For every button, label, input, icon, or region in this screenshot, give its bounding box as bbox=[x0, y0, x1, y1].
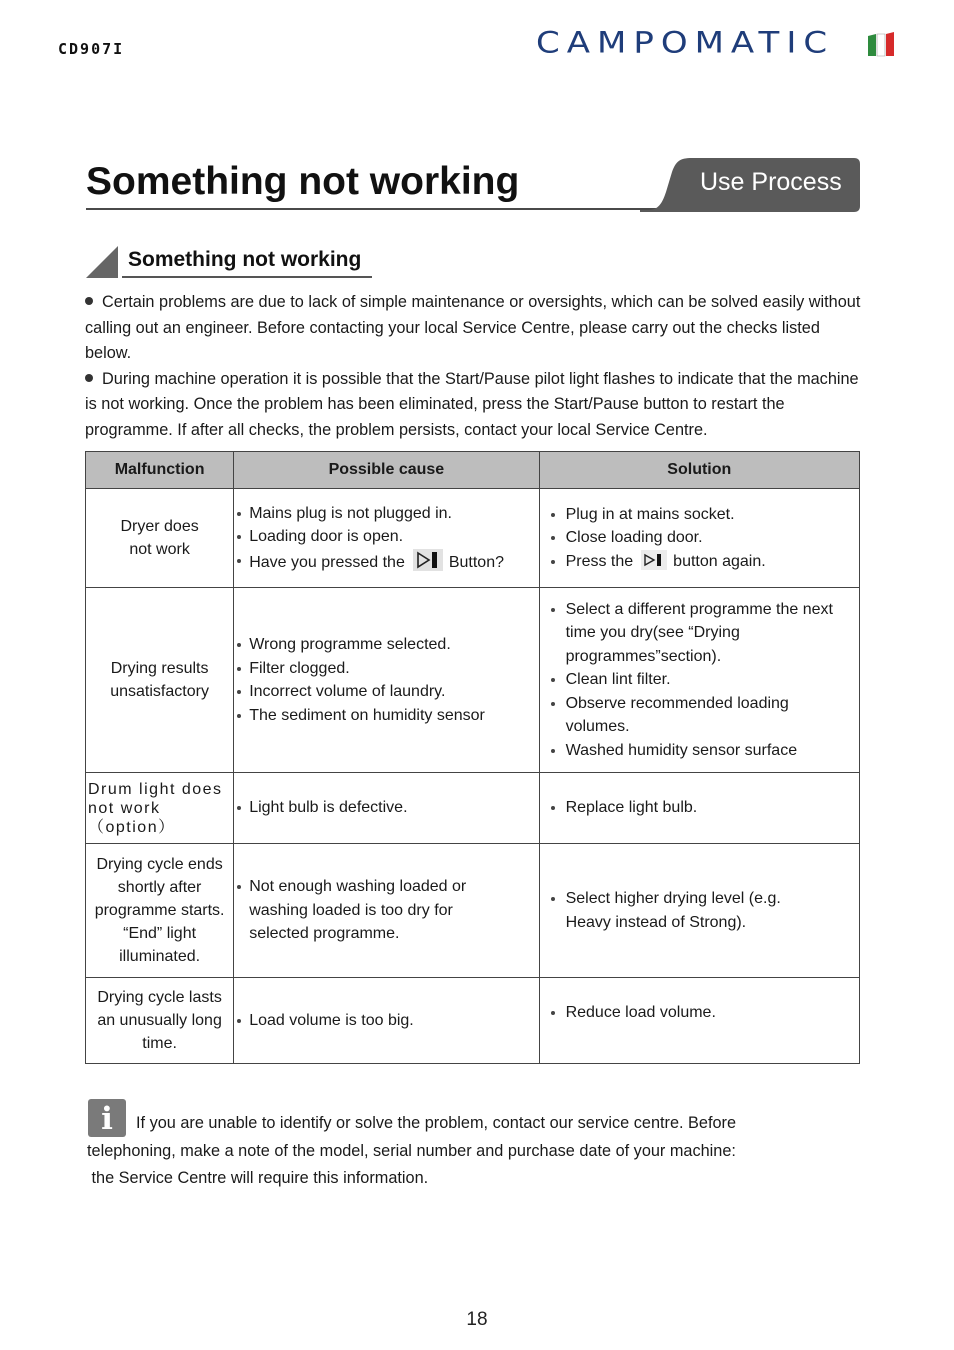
cause-cell bbox=[234, 978, 539, 1064]
table-row bbox=[86, 773, 860, 844]
section-marker-icon bbox=[86, 246, 118, 278]
malfunction-cell: Drying results unsatisfactory bbox=[86, 588, 234, 773]
list-item: Filter clogged. bbox=[235, 657, 538, 681]
service-note: If you are unable to identify or solve the problem, contact our service centre. Before telephoning, make a note of the model, serial number and purchase date of your machine: the Service Centre will require this information. bbox=[87, 1114, 737, 1187]
header-malfunction: Malfunction bbox=[86, 452, 234, 489]
bullet-icon bbox=[85, 374, 93, 382]
list-item: Close loading door. bbox=[540, 526, 859, 550]
solution-cell bbox=[539, 489, 859, 588]
list-item: Observe recommended loading volumes. bbox=[540, 692, 839, 739]
list-item: Loading door is open. bbox=[235, 525, 538, 549]
page-title: Something not working bbox=[86, 160, 520, 203]
info-icon: i bbox=[88, 1099, 126, 1137]
title-divider bbox=[86, 208, 666, 210]
cause-cell bbox=[234, 844, 539, 978]
intro-text bbox=[85, 290, 865, 443]
section-tab-label: Use Process bbox=[700, 168, 842, 196]
cause-cell bbox=[234, 773, 539, 844]
brand-logo: CAMPOMATIC bbox=[536, 26, 835, 60]
model-label: CD907I bbox=[58, 40, 125, 58]
section-subtitle: Something not working bbox=[128, 248, 362, 271]
list-item: Press the button again. bbox=[540, 550, 859, 574]
list-item: Plug in at mains socket. bbox=[540, 503, 859, 527]
page-number: 18 bbox=[466, 1309, 488, 1330]
intro-paragraph: During machine operation it is possible that the Start/Pause pilot light flashes to indicate that the machine is not working. Once the problem has been eliminated, press the Start/Pause button to restart the programme. If after all checks, the problem persists, contact your local Service Centre. bbox=[85, 369, 859, 439]
solution-cell bbox=[539, 844, 859, 978]
list-item: Have you pressed the Button? bbox=[235, 549, 538, 575]
solution-cell bbox=[539, 588, 859, 773]
list-item: Replace light bulb. bbox=[540, 796, 859, 820]
list-item: Select higher drying level (e.g. Heavy instead of Strong). bbox=[540, 887, 819, 934]
list-item: Reduce load volume. bbox=[540, 1001, 859, 1025]
list-item: Not enough washing loaded or washing loaded is too dry for selected programme. bbox=[235, 875, 498, 946]
malfunction-cell: Drum light does not work（option） bbox=[86, 773, 234, 844]
list-item: Washed humidity sensor surface bbox=[540, 739, 839, 763]
start-pause-icon bbox=[641, 550, 667, 570]
list-item: Incorrect volume of laundry. bbox=[235, 680, 538, 704]
subtitle-underline bbox=[122, 276, 372, 278]
list-item: The sediment on humidity sensor bbox=[235, 704, 538, 728]
table-row bbox=[86, 588, 860, 773]
table-row bbox=[86, 844, 860, 978]
header-possible-cause: Possible cause bbox=[234, 452, 539, 489]
table-row bbox=[86, 978, 860, 1064]
bullet-icon bbox=[85, 297, 93, 305]
list-item: Clean lint filter. bbox=[540, 668, 839, 692]
table-row bbox=[86, 489, 860, 588]
troubleshooting-table bbox=[85, 451, 860, 1064]
cause-cell bbox=[234, 489, 539, 588]
malfunction-cell: Dryer does not work bbox=[86, 489, 234, 588]
list-item: Select a different programme the next time you dry(see “Drying programmes”section). bbox=[540, 598, 839, 669]
list-item: Mains plug is not plugged in. bbox=[235, 502, 538, 526]
solution-cell bbox=[539, 978, 859, 1064]
malfunction-cell: Drying cycle lasts an unusually long time. bbox=[86, 978, 234, 1064]
solution-cell bbox=[539, 773, 859, 844]
list-item: Light bulb is defective. bbox=[235, 796, 538, 820]
start-pause-icon bbox=[413, 549, 443, 571]
list-item: Wrong programme selected. bbox=[235, 633, 538, 657]
intro-paragraph: Certain problems are due to lack of simple maintenance or oversights, which can be solved easily without calling out an engineer. Before contacting your local Service Centre, please carry out the checks listed below. bbox=[85, 293, 861, 362]
list-item: Load volume is too big. bbox=[235, 1009, 538, 1033]
italian-flag-icon bbox=[865, 32, 897, 58]
malfunction-cell: Drying cycle ends shortly after programme starts. “End” light illuminated. bbox=[86, 844, 234, 978]
table-header-row bbox=[86, 452, 860, 489]
cause-cell bbox=[234, 588, 539, 773]
header-solution: Solution bbox=[539, 452, 859, 489]
